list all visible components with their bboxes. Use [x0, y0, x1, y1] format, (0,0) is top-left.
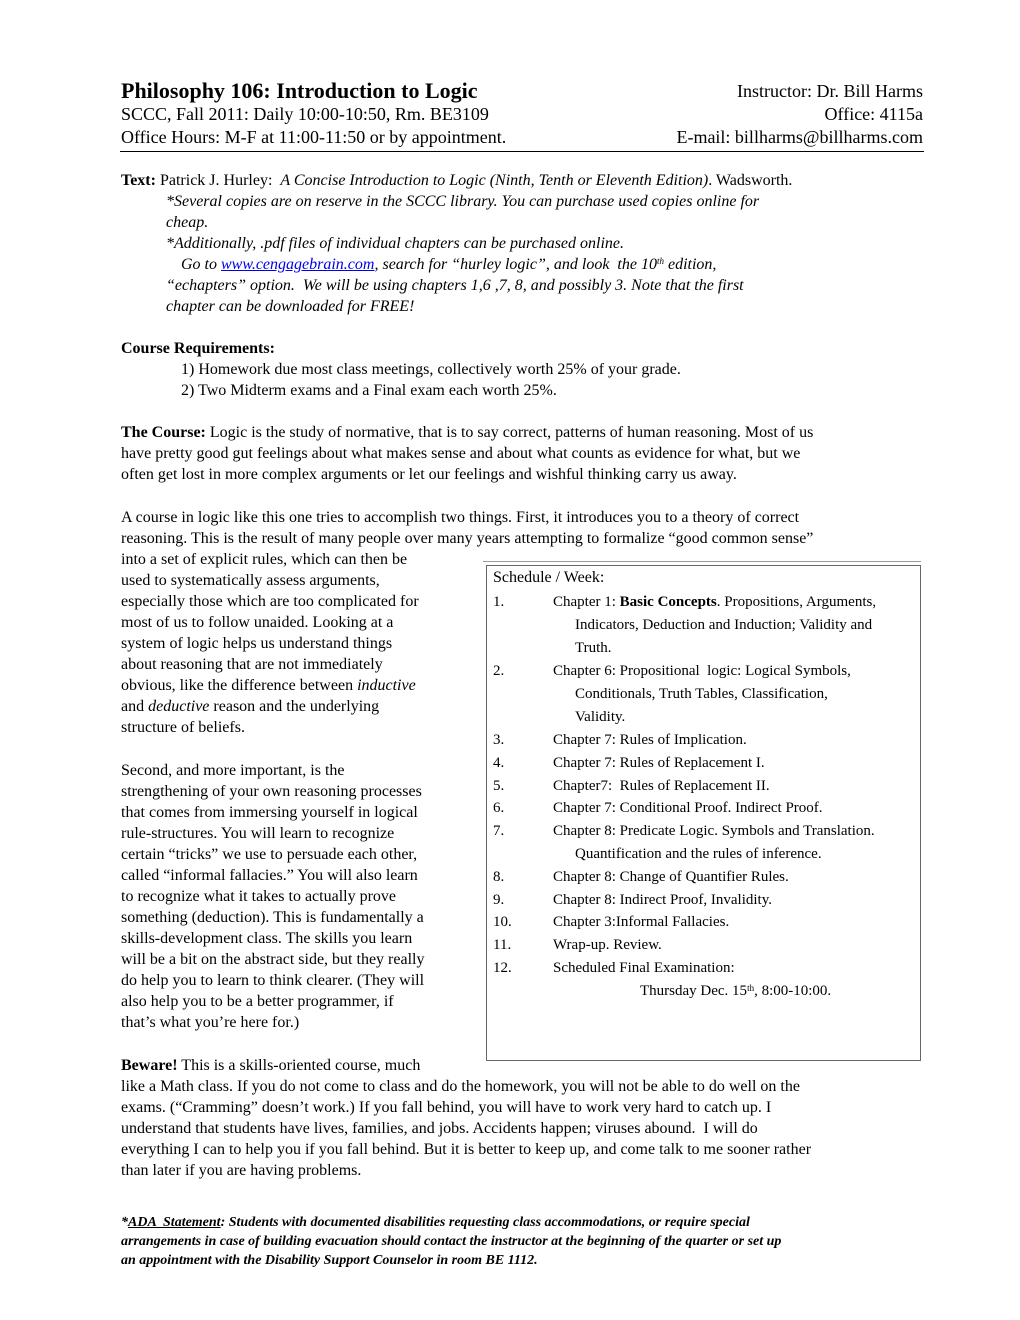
textbook-line [121, 170, 792, 191]
course-label: The Course: [121, 424, 206, 441]
para2-line: into a set of explicit rules, which can then be [121, 551, 408, 568]
note-echapters: “echapters” option. We will be using chapters 1,6 ,7, 8, and possibly 3. Note that the first [166, 277, 744, 294]
final-exam-date [640, 980, 831, 1002]
week-number: 3. [493, 732, 505, 748]
week-number: 10. [493, 914, 512, 930]
note-pdf: *Additionally, .pdf files of individual chapters can be purchased online. [166, 235, 625, 252]
header-rule [120, 151, 924, 152]
beware-line: understand that students have lives, families, and jobs. Accidents happen; viruses abound. I will do [121, 1120, 758, 1137]
schedule-top-rule [483, 561, 921, 562]
para2-line: reasoning. This is the result of many people over many years attempting to formalize “good common sense” [121, 530, 814, 547]
para3-line: skills-development class. The skills you learn [121, 930, 413, 947]
note-goto [181, 254, 716, 275]
week-number: 2. [493, 663, 505, 679]
text: and [121, 698, 149, 715]
text: obvious, like the difference between [121, 677, 358, 694]
week-topic: Chapter7: Rules of Replacement II. [553, 778, 770, 794]
text-label: Text: [121, 172, 156, 189]
week-number: 4. [493, 755, 505, 771]
para3-line: certain “tricks” we use to persuade each other, [121, 846, 418, 863]
week-topic: Chapter 8: Change of Quantifier Rules. [553, 869, 789, 885]
para3-line: also help you to be a better programmer, if [121, 993, 394, 1010]
para3-line: that’s what you’re here for.) [121, 1014, 300, 1031]
week-topic: Wrap-up. Review. [553, 937, 662, 953]
week-number: 12. [493, 960, 512, 976]
para2-line: used to systematically assess arguments, [121, 572, 380, 589]
beware-label: Beware! [121, 1057, 178, 1074]
course-title: Philosophy 106: Introduction to Logic [121, 78, 478, 103]
week-topic-cont: Quantification and the rules of inference. [575, 846, 822, 862]
bold-topic: Basic Concepts [619, 594, 717, 610]
superscript: th [656, 256, 664, 266]
text: , 8:00-10:00. [754, 983, 832, 999]
text: Chapter 1: [553, 594, 620, 610]
search-text: , search for “hurley logic”, and look the 10 [374, 256, 657, 273]
book-title: A Concise Introduction to Logic (Ninth, Tenth or Eleventh Edition) [280, 172, 709, 189]
course-paragraph-line: often get lost in more complex arguments or let our feelings and wishful thinking carry us away. [121, 466, 737, 483]
week-number: 5. [493, 778, 505, 794]
para2-line: especially those which are too complicated for [121, 593, 419, 610]
para3-line: strengthening of your own reasoning processes [121, 783, 422, 800]
beware-line: than later if you are having problems. [121, 1162, 362, 1179]
para2-line: structure of beliefs. [121, 719, 245, 736]
publisher: . Wadsworth. [708, 172, 793, 189]
week-number: 8. [493, 869, 505, 885]
note-free: chapter can be downloaded for FREE! [166, 298, 415, 315]
cengage-link[interactable]: www.cengagebrain.com [221, 256, 375, 273]
asterisk: * [121, 1215, 128, 1230]
superscript: th [747, 983, 755, 993]
week-number: 1. [493, 594, 505, 610]
term-info: SCCC, Fall 2011: Daily 10:00-10:50, Rm. BE3109 [121, 104, 489, 124]
week-topic: Chapter 7: Rules of Replacement I. [553, 755, 765, 771]
para3-line: called “informal fallacies.” You will also learn [121, 867, 418, 884]
emphasis: deductive [148, 698, 210, 715]
course-paragraph-line: have pretty good gut feelings about what makes sense and about what counts as evidence for what, but we [121, 445, 801, 462]
course-paragraph-line [121, 422, 813, 443]
text: Thursday Dec. 15 [640, 983, 748, 999]
para2-line: most of us to follow unaided. Looking at a [121, 614, 394, 631]
edition-text: edition, [663, 256, 717, 273]
week-topic: Scheduled Final Examination: [553, 960, 735, 976]
schedule-heading: Schedule / Week: [493, 569, 605, 586]
week-number: 7. [493, 823, 505, 839]
note-reserve: *Several copies are on reserve in the SCCC library. You can purchase used copies online for [166, 193, 760, 210]
text: reason and the underlying [209, 698, 380, 715]
emphasis: inductive [357, 677, 416, 694]
week-number: 6. [493, 800, 505, 816]
para3-line: will be a bit on the abstract side, but they really [121, 951, 425, 968]
week-topic-cont: Indicators, Deduction and Induction; Validity and [575, 617, 873, 633]
week-number: 9. [493, 892, 505, 908]
requirements-heading: Course Requirements: [121, 340, 275, 357]
note-reserve-cont: cheap. [166, 214, 209, 231]
week-number: 11. [493, 937, 512, 953]
ada-statement-line: an appointment with the Disability Support Counselor in room BE 1112. [121, 1253, 538, 1268]
para3-line: rule-structures. You will learn to recognize [121, 825, 395, 842]
course-text: Logic is the study of normative, that is to say correct, patterns of human reasoning. Most of us [205, 424, 814, 441]
para3-line: to recognize what it takes to actually prove [121, 888, 397, 905]
para3-line: that comes from immersing yourself in logical [121, 804, 418, 821]
requirement-item: 2) Two Midterm exams and a Final exam each worth 25%. [181, 382, 557, 399]
week-topic: Chapter 6: Propositional logic: Logical Symbols, [553, 663, 851, 679]
para2-line: system of logic helps us understand things [121, 635, 393, 652]
instructor: Instructor: Dr. Bill Harms [737, 81, 923, 101]
beware-line: exams. (“Cramming” doesn’t work.) If you fall behind, you will have to work very hard to catch up. I [121, 1099, 772, 1116]
office: Office: 4115a [824, 104, 923, 124]
week-topic: Chapter 8: Indirect Proof, Invalidity. [553, 892, 772, 908]
week-topic: Chapter 7: Conditional Proof. Indirect Proof. [553, 800, 823, 816]
para2-line: A course in logic like this one tries to accomplish two things. First, it introduces you to a theory of correct [121, 509, 800, 526]
para3-line: something (deduction). This is fundamentally a [121, 909, 424, 926]
week-topic: Chapter 3:Informal Fallacies. [553, 914, 730, 930]
para2-line: about reasoning that are not immediately [121, 656, 383, 673]
week-topic: Chapter 8: Predicate Logic. Symbols and Translation. [553, 823, 875, 839]
requirement-item: 1) Homework due most class meetings, collectively worth 25% of your grade. [181, 361, 681, 378]
email: E-mail: billharms@billharms.com [676, 127, 923, 147]
para2-line [121, 696, 379, 717]
week-topic: Chapter 7: Rules of Implication. [553, 732, 747, 748]
week-topic-cont: Truth. [575, 640, 612, 656]
author: Patrick J. Hurley: [155, 172, 281, 189]
office-hours: Office Hours: M-F at 11:00-11:50 or by appointment. [121, 127, 507, 147]
ada-statement-line [121, 1213, 750, 1232]
week-topic-cont: Conditionals, Truth Tables, Classification, [575, 686, 828, 702]
text: : Students with documented disabilities requesting class accommodations, or require special [220, 1215, 750, 1230]
ada-label: ADA Statement [128, 1215, 221, 1230]
para3-line: Second, and more important, is the [121, 762, 345, 779]
beware-line: like a Math class. If you do not come to class and do the homework, you will not be able to do well on the [121, 1078, 800, 1095]
ada-statement-line: arrangements in case of building evacuation should contact the instructor at the beginning of the quarter or set up [121, 1234, 782, 1249]
beware-line [121, 1055, 420, 1076]
week-topic [553, 591, 876, 613]
text: This is a skills-oriented course, much [177, 1057, 421, 1074]
para3-line: do help you to learn to think clearer. (They will [121, 972, 425, 989]
para2-line [121, 675, 416, 696]
text: . Propositions, Arguments, [716, 594, 877, 610]
week-topic-cont: Validity. [575, 709, 626, 725]
beware-line: everything I can to help you if you fall behind. But it is better to keep up, and come talk to me sooner rather [121, 1141, 812, 1158]
goto-text: Go to [181, 256, 221, 273]
